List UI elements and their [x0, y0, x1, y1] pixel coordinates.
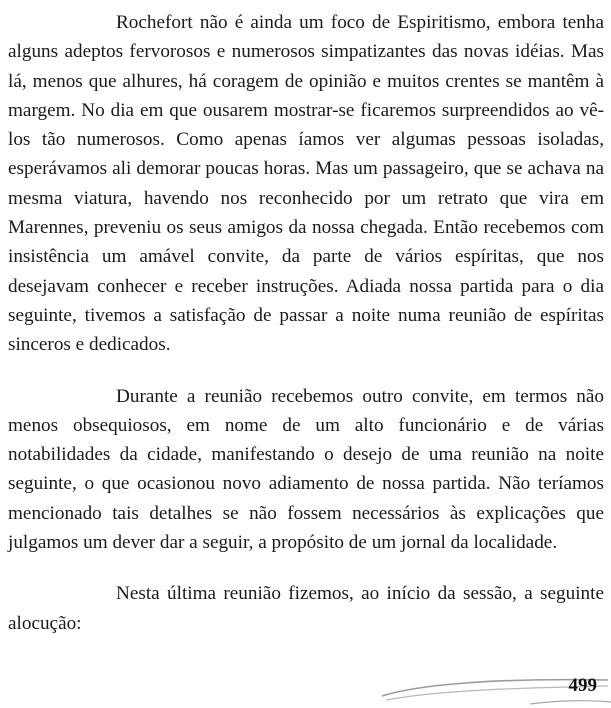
page-footer [0, 670, 611, 708]
paragraph-1: Rochefort não é ainda um foco de Espiritismo, embora tenha alguns adeptos fervorosos e numerosos simpatizantes das novas idéias. Mas lá, menos que alhures, há coragem de opinião e muitos crentes se mantêm à margem. No dia em que ousarem mostrar-se ficaremos surpreendidos ao vê-los tão numerosos. Como apenas íamos ver algumas pessoas isoladas, esperávamos ali demorar poucas horas. Mas um passageiro, que se achava na mesma viatura, havendo nos reconhecido por um retrato que vira em Marennes, preveniu os seus amigos da nossa chegada. Então recebemos com insistência um amável convite, da parte de vários espíritas, que nos desejavam conhecer e receber instruções. Adiada nossa partida para o dia seguinte, tivemos a satisfação de passar a noite numa reunião de espíritas sinceros e dedicados. [8, 12, 604, 356]
document-page [8, 8, 604, 660]
page-number: 499 [568, 675, 597, 696]
paragraph-3: Nesta última reunião fizemos, ao início da sessão, a seguinte alocução: [8, 583, 604, 634]
paragraph-2: Durante a reunião recebemos outro convite, em termos não menos obsequiosos, em nome de um alto funcionário e de várias notabilidades da cidade, manifestando o desejo de uma reunião na noite seguinte, o que ocasionou novo adiamento de nossa partida. Não teríamos mencionado tais detalhes se não fossem necessários às explicações que julgamos um dever dar a seguir, a propósito de um jornal da localidade. [8, 385, 604, 554]
